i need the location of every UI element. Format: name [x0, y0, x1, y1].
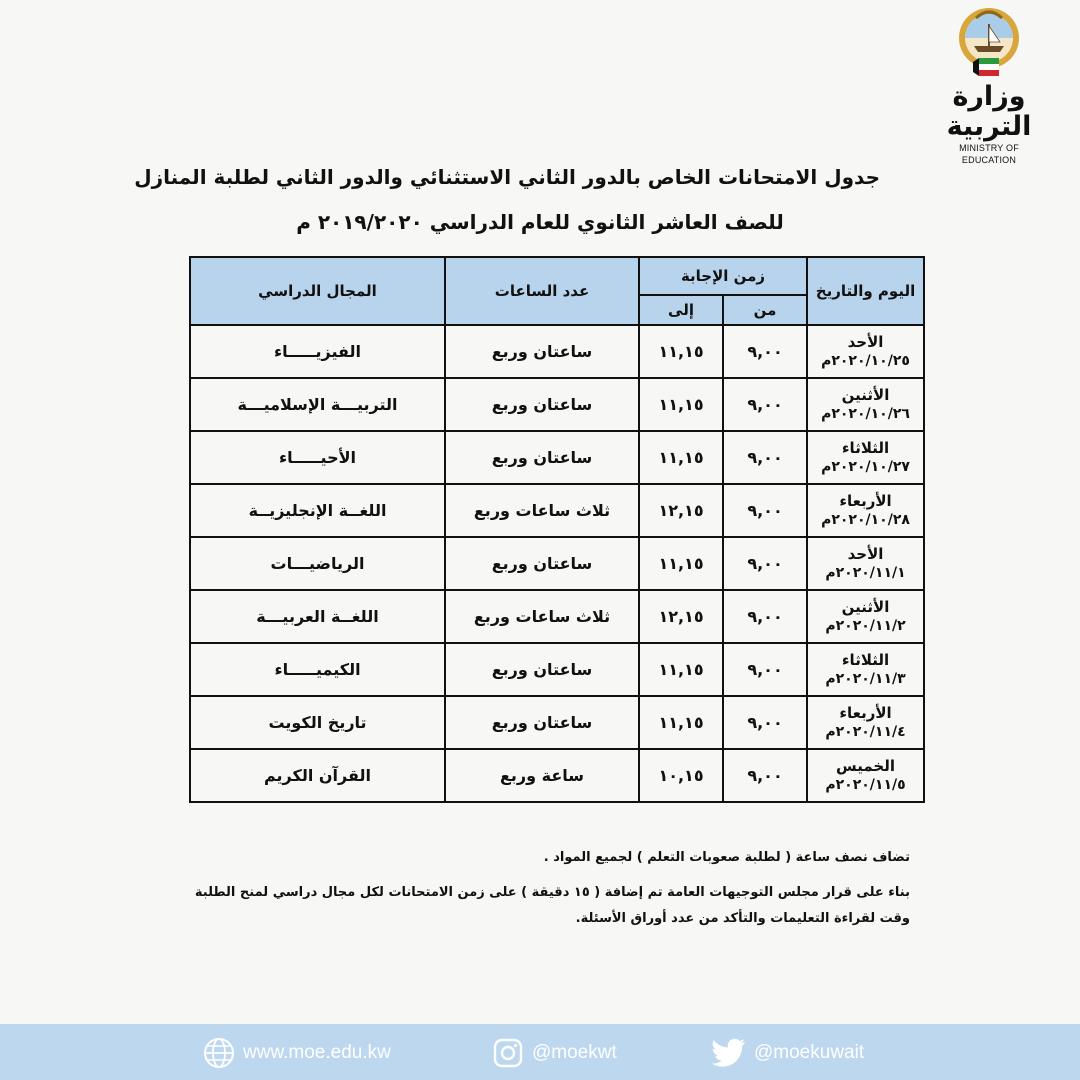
hours-count: ساعتان وربع	[445, 431, 639, 484]
day-date-cell	[807, 325, 924, 378]
subject: الأحيـــــاء	[190, 431, 445, 484]
day-date-cell	[807, 749, 924, 802]
table-row	[190, 590, 924, 643]
exam-date: ٢٠٢٠/١١/٢م	[825, 617, 906, 634]
day-date-cell	[807, 537, 924, 590]
website-link[interactable]	[203, 1038, 391, 1068]
exam-date: ٢٠٢٠/١١/٥م	[825, 776, 906, 793]
time-to: ١١,١٥	[639, 378, 723, 431]
footer-bar	[0, 1024, 1080, 1080]
time-to: ١٢,١٥	[639, 484, 723, 537]
header-day-date: اليوم والتاريخ	[807, 257, 924, 325]
exam-date: ٢٠٢٠/١١/١م	[825, 564, 906, 581]
subject: اللغــة الإنجليزيــة	[190, 484, 445, 537]
instagram-icon	[492, 1037, 524, 1069]
day-name: الأحد	[847, 332, 884, 351]
time-from: ٩,٠٠	[723, 590, 807, 643]
day-date-cell	[807, 431, 924, 484]
website-text: www.moe.edu.kw	[243, 1042, 391, 1063]
table-row	[190, 431, 924, 484]
time-to: ١٠,١٥	[639, 749, 723, 802]
subject: القرآن الكريم	[190, 749, 445, 802]
hours-count: ثلاث ساعات وربع	[445, 484, 639, 537]
day-name: الثلاثاء	[841, 438, 890, 457]
twitter-icon	[712, 1038, 746, 1068]
table-row	[190, 749, 924, 802]
hours-count: ساعتان وربع	[445, 696, 639, 749]
day-name: الأربعاء	[839, 491, 892, 510]
exam-date: ٢٠٢٠/١٠/٢٨م	[821, 511, 910, 528]
ministry-name-english: MINISTRY OF EDUCATION	[959, 143, 1019, 165]
day-date-cell	[807, 643, 924, 696]
twitter-handle: @moekuwait	[754, 1042, 865, 1063]
day-name: الأربعاء	[839, 703, 892, 722]
time-from: ٩,٠٠	[723, 484, 807, 537]
time-from: ٩,٠٠	[723, 696, 807, 749]
table-row	[190, 325, 924, 378]
ministry-name-arabic: وزارة التربية	[946, 81, 1032, 142]
exam-date: ٢٠٢٠/١٠/٢٦م	[821, 405, 910, 422]
day-name: الثلاثاء	[841, 650, 890, 669]
subject: الكيميـــــاء	[190, 643, 445, 696]
time-to: ١١,١٥	[639, 696, 723, 749]
table-row	[190, 484, 924, 537]
document-subtitle: للصف العاشر الثانوي للعام الدراسي ٢٠١٩/٢٠٢٠ م	[296, 210, 784, 234]
kuwait-emblem	[954, 4, 1024, 84]
subject: الفيزيـــــاء	[190, 325, 445, 378]
subject: الرياضيـــات	[190, 537, 445, 590]
day-name: الأثنين	[841, 597, 890, 616]
note-extra-time: بناء على قرار مجلس التوجيهات العامة تم إضافة ( ١٥ دقيقة ) على زمن الامتحانات لكل مجال دراسي لمنح الطلبة وقت لقراءة التعليمات والتأكد من عدد أوراق الأسئلة.	[194, 885, 910, 926]
day-date-cell	[807, 378, 924, 431]
time-from: ٩,٠٠	[723, 537, 807, 590]
ministry-logo	[934, 4, 1044, 166]
time-from: ٩,٠٠	[723, 643, 807, 696]
day-name: الخميس	[836, 756, 895, 775]
table-row	[190, 696, 924, 749]
header-from: من	[723, 295, 807, 325]
hours-count: ساعتان وربع	[445, 325, 639, 378]
time-from: ٩,٠٠	[723, 378, 807, 431]
header-to: إلى	[639, 295, 723, 325]
hours-count: ساعتان وربع	[445, 378, 639, 431]
day-date-cell	[807, 484, 924, 537]
subject: اللغــة العربيـــة	[190, 590, 445, 643]
hours-count: ساعتان وربع	[445, 643, 639, 696]
hours-count: ساعة وربع	[445, 749, 639, 802]
instagram-link[interactable]	[492, 1038, 617, 1068]
hours-count: ثلاث ساعات وربع	[445, 590, 639, 643]
day-name: الأحد	[847, 544, 884, 563]
globe-icon	[203, 1037, 235, 1069]
header-subject: المجال الدراسي	[190, 257, 445, 325]
hours-count: ساعتان وربع	[445, 537, 639, 590]
time-to: ١١,١٥	[639, 643, 723, 696]
time-to: ١١,١٥	[639, 431, 723, 484]
document-title: جدول الامتحانات الخاص بالدور الثاني الاستثنائي والدور الثاني لطلبة المنازل	[134, 165, 880, 189]
exam-date: ٢٠٢٠/١١/٤م	[825, 723, 906, 740]
subject: تاريخ الكويت	[190, 696, 445, 749]
table-row	[190, 537, 924, 590]
exam-date: ٢٠٢٠/١٠/٢٧م	[821, 458, 910, 475]
time-to: ١١,١٥	[639, 537, 723, 590]
time-from: ٩,٠٠	[723, 431, 807, 484]
subject: التربيـــة الإسلاميـــة	[190, 378, 445, 431]
table-row	[190, 378, 924, 431]
time-from: ٩,٠٠	[723, 749, 807, 802]
header-hours: عدد الساعات	[445, 257, 639, 325]
twitter-link[interactable]	[712, 1038, 864, 1068]
time-to: ١١,١٥	[639, 325, 723, 378]
time-from: ٩,٠٠	[723, 325, 807, 378]
instagram-handle: @moekwt	[532, 1042, 617, 1063]
table-row	[190, 643, 924, 696]
header-answer-time: زمن الإجابة	[639, 257, 807, 295]
exam-schedule-table	[189, 256, 925, 803]
exam-date: ٢٠٢٠/١٠/٢٥م	[821, 352, 910, 369]
time-to: ١٢,١٥	[639, 590, 723, 643]
day-name: الأثنين	[841, 385, 890, 404]
exam-date: ٢٠٢٠/١١/٣م	[825, 670, 906, 687]
note-learning-difficulties: تضاف نصف ساعة ( لطلبة صعوبات التعلم ) لجميع المواد .	[543, 850, 910, 865]
day-date-cell	[807, 590, 924, 643]
day-date-cell	[807, 696, 924, 749]
